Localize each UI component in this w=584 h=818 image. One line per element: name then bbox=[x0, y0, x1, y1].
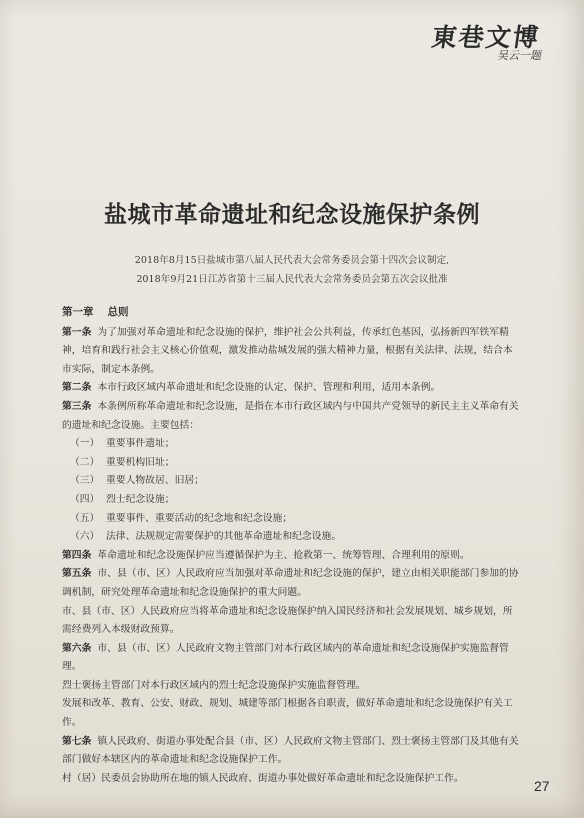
article-label: 第二条 bbox=[62, 382, 92, 394]
article-7 bbox=[62, 733, 522, 770]
regulation-body bbox=[62, 303, 522, 788]
article-6-para-3 bbox=[62, 695, 522, 732]
item-text: 重要机构旧址； bbox=[106, 456, 175, 468]
article-text: 本条例所称革命遗址和纪念设施，是指在本市行政区域内与中国共产党领导的新民主主义革命有关的遗址和纪念设施。主要包括： bbox=[62, 400, 519, 431]
enactment-line-1: 2018年8月15日盐城市第八届人民代表大会常务委员会第十四次会议制定, bbox=[134, 255, 450, 266]
article-5 bbox=[62, 565, 522, 602]
item-text: 重要事件遗址； bbox=[106, 438, 175, 450]
list-item bbox=[70, 510, 522, 529]
article-1 bbox=[62, 324, 522, 380]
item-number: （二） bbox=[70, 456, 100, 468]
item-number: （五） bbox=[70, 512, 100, 524]
article-label: 第六条 bbox=[62, 642, 92, 654]
item-text: 法律、法规规定需要保护的其他革命遗址和纪念设施。 bbox=[106, 531, 342, 543]
article-label: 第一条 bbox=[62, 326, 92, 338]
article-7-para-2 bbox=[62, 770, 522, 789]
article-5-para-2 bbox=[62, 603, 522, 640]
article-text: 市、县（市、区）人民政府应当将革命遗址和纪念设施保护纳入国民经济和社会发展规划、城乡规划，所需经费列入本级财政预算。 bbox=[62, 605, 513, 636]
article-text: 村（居）民委员会协助所在地的镇人民政府、街道办事处做好革命遗址和纪念设施保护工作。 bbox=[62, 772, 464, 784]
article-text: 革命遗址和纪念设施保护应当遵循保护为主、抢救第一、统筹管理、合理利用的原则。 bbox=[97, 549, 470, 561]
article-text: 本市行政区域内革命遗址和纪念设施的认定、保护、管理和利用，适用本条例。 bbox=[97, 382, 441, 394]
item-text: 烈士纪念设施； bbox=[106, 493, 175, 505]
item-text: 重要人物故居、旧居； bbox=[106, 475, 204, 487]
item-number: （三） bbox=[70, 475, 100, 487]
article-6-para-2 bbox=[62, 677, 522, 696]
logo-signature: 吴云一题 bbox=[496, 49, 544, 62]
calligraphy-logo bbox=[430, 18, 580, 70]
chapter-heading bbox=[62, 303, 522, 322]
article-label: 第七条 bbox=[62, 735, 92, 747]
article-label: 第三条 bbox=[62, 400, 92, 412]
item-number: （四） bbox=[70, 493, 100, 505]
article-4 bbox=[62, 547, 522, 566]
page-number: 27 bbox=[534, 778, 550, 794]
article-2 bbox=[62, 379, 522, 398]
list-item bbox=[70, 472, 522, 491]
article-6 bbox=[62, 640, 522, 677]
article-text: 为了加强对革命遗址和纪念设施的保护，维护社会公共利益，传承红色基因，弘扬新四军铁军精神，培育和践行社会主义核心价值观，激发推动盐城发展的强大精神力量，根据有关法律、法规，结合本市实际，制定本条例。 bbox=[62, 326, 513, 375]
list-item bbox=[70, 454, 522, 473]
list-item bbox=[70, 435, 522, 454]
enactment-line-2: 2018年9月21日江苏省第十三届人民代表大会常务委员会第五次会议批准 bbox=[136, 274, 448, 285]
item-text: 重要事件、重要活动的纪念地和纪念设施； bbox=[106, 512, 293, 524]
item-number: （一） bbox=[70, 438, 100, 450]
logo-text: 東巷文博 bbox=[429, 23, 542, 52]
chapter-number: 第一章 bbox=[62, 306, 94, 318]
chapter-name: 总则 bbox=[107, 306, 129, 318]
article-label: 第五条 bbox=[62, 568, 92, 580]
list-item bbox=[70, 491, 522, 510]
article-text: 烈士褒扬主管部门对本行政区域内的烈士纪念设施保护实施监督管理。 bbox=[62, 679, 366, 691]
article-label: 第四条 bbox=[62, 549, 92, 561]
list-item bbox=[70, 528, 522, 547]
article-text: 市、县（市、区）人民政府文物主管部门对本行政区域内的革命遗址和纪念设施保护实施监督管理。 bbox=[62, 642, 509, 673]
article-text: 镇人民政府、街道办事处配合县（市、区）人民政府文物主管部门、烈士褒扬主管部门及其他有关部门做好本辖区内的革命遗址和纪念设施保护工作。 bbox=[62, 735, 519, 766]
article-3 bbox=[62, 398, 522, 435]
article-text: 市、县（市、区）人民政府应当加强对革命遗址和纪念设施的保护，建立由相关职能部门参加的协调机制，研究处理革命遗址和纪念设施保护的重大问题。 bbox=[62, 568, 519, 598]
document-title: 盐城市革命遗址和纪念设施保护条例 bbox=[104, 202, 480, 228]
article-text: 发展和改革、教育、公安、财政、规划、城建等部门根据各自职责，做好革命遗址和纪念设施保护有关工作。 bbox=[62, 698, 513, 729]
item-number: （六） bbox=[70, 531, 100, 543]
enactment-info bbox=[0, 251, 584, 289]
